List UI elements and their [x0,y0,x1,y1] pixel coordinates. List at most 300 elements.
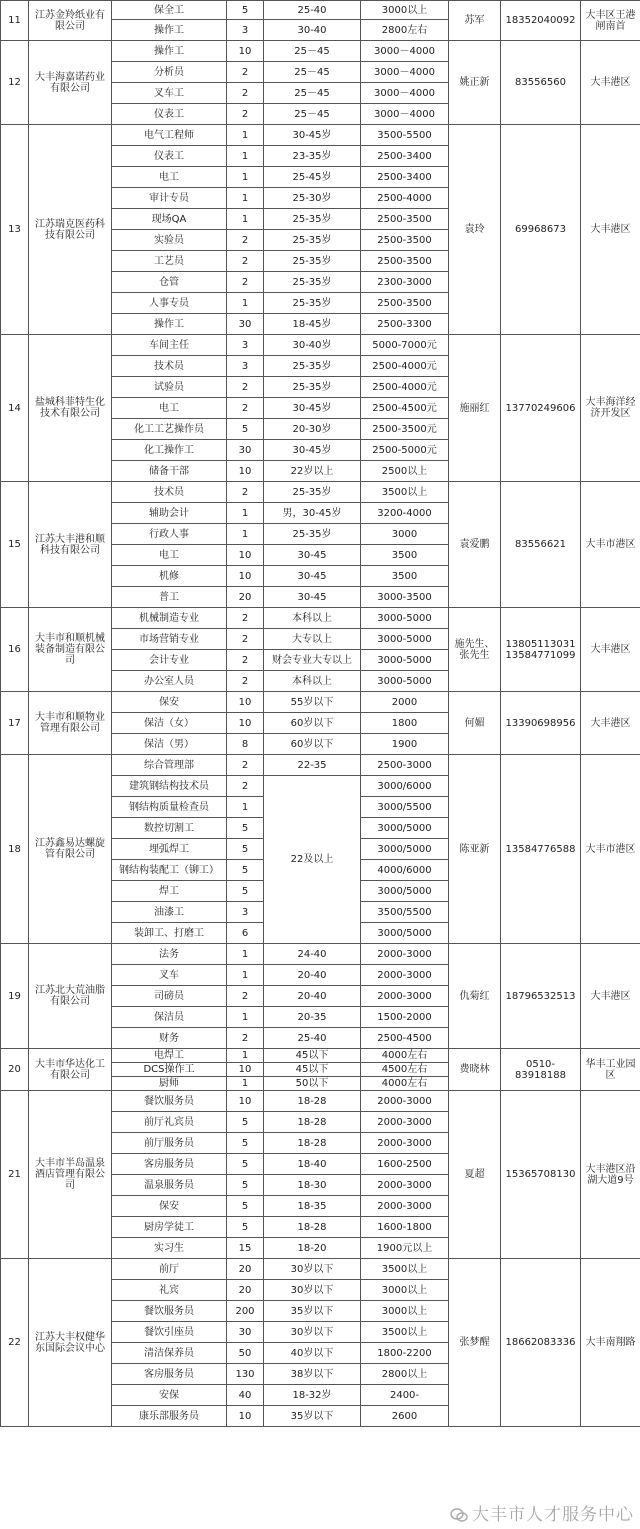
age-requirement: 25－45 [264,62,361,83]
job-title: 普工 [112,587,227,608]
row-number: 16 [1,608,29,692]
job-title: 实习生 [112,1238,227,1259]
headcount: 2 [227,62,264,83]
contact-person: 何媚 [449,692,501,755]
salary: 3000-5000 [361,629,449,650]
phone-number: 69968673 [501,125,581,335]
headcount: 3 [227,356,264,377]
salary: 2500-3400 [361,167,449,188]
job-title: 安保 [112,1385,227,1406]
work-address: 大丰港区 [581,692,640,755]
age-requirement: 25-35岁 [264,272,361,293]
salary: 2400- [361,1385,449,1406]
salary: 2500-3500元 [361,419,449,440]
job-title: 化工工艺操作员 [112,419,227,440]
headcount: 1 [227,167,264,188]
headcount: 2 [227,251,264,272]
job-title: 技术员 [112,356,227,377]
job-title: 市场营销专业 [112,629,227,650]
phone-number: 15365708130 [501,1091,581,1259]
company-name: 盐城科菲特生化技术有限公司 [29,335,112,482]
age-requirement: 30岁以下 [264,1259,361,1280]
headcount: 10 [227,1063,264,1077]
age-requirement: 25-35岁 [264,524,361,545]
headcount: 1 [227,965,264,986]
salary: 2500-4500 [361,1028,449,1049]
salary: 3000/5000 [361,839,449,860]
job-title: 餐饮服务员 [112,1091,227,1112]
company-name: 江苏金羚纸业有限公司 [29,1,112,41]
headcount: 10 [227,1406,264,1427]
job-title: 前厅礼宾员 [112,1112,227,1133]
job-title: 清洁保养员 [112,1343,227,1364]
headcount: 10 [227,545,264,566]
headcount: 1 [227,188,264,209]
age-requirement: 30-45岁 [264,440,361,461]
headcount: 50 [227,1343,264,1364]
job-title: 综合管理部 [112,755,227,776]
age-requirement: 25-40 [264,1,361,20]
age-requirement: 23-35岁 [264,146,361,167]
salary: 3000/5000 [361,881,449,902]
work-address: 大丰港区 [581,944,640,1049]
age-requirement: 55岁以下 [264,692,361,713]
job-title: 建筑钢结构技术员 [112,776,227,797]
salary: 3000-3500 [361,587,449,608]
headcount: 2 [227,104,264,125]
job-title: 康乐部服务员 [112,1406,227,1427]
job-title: 叉车 [112,965,227,986]
job-title: 保全工 [112,1,227,20]
job-title: 钢结构质量检查员 [112,797,227,818]
table-row [1,692,640,713]
salary: 1800 [361,713,449,734]
salary: 2800以上 [361,1364,449,1385]
headcount: 5 [227,1175,264,1196]
job-title: 车间主任 [112,335,227,356]
job-title: 人事专员 [112,293,227,314]
table-row [1,1091,640,1112]
job-title: 厨房学徒工 [112,1217,227,1238]
salary: 2500-3500 [361,230,449,251]
job-title: 辅助会计 [112,503,227,524]
age-requirement: 18-20 [264,1238,361,1259]
contact-person: 陈亚新 [449,755,501,944]
salary: 1800-2200 [361,1343,449,1364]
work-address: 大丰南翔路 [581,1259,640,1427]
age-requirement: 30-45岁 [264,125,361,146]
work-address: 大丰港区 [581,608,640,692]
salary: 3000/5500 [361,797,449,818]
salary: 4500左右 [361,1063,449,1077]
salary: 3000-5000 [361,671,449,692]
salary: 1900元以上 [361,1238,449,1259]
age-requirement: 30-40岁 [264,335,361,356]
headcount: 10 [227,713,264,734]
headcount: 3 [227,335,264,356]
company-name: 大丰市和顺物业管理有限公司 [29,692,112,755]
headcount: 8 [227,734,264,755]
headcount: 5 [227,860,264,881]
job-title: 电工 [112,167,227,188]
company-name: 大丰市和顺机械装备制造有限公司 [29,608,112,692]
row-number: 13 [1,125,29,335]
headcount: 1 [227,146,264,167]
salary: 2500-3400 [361,146,449,167]
salary: 3000/6000 [361,776,449,797]
age-requirement: 25－45 [264,83,361,104]
salary: 2000-3000 [361,1196,449,1217]
job-title: 操作工 [112,20,227,41]
salary: 2500-3500 [361,251,449,272]
job-title: 化工操作工 [112,440,227,461]
job-title: 餐饮服务员 [112,1301,227,1322]
headcount: 2 [227,671,264,692]
headcount: 30 [227,1322,264,1343]
salary: 3000－4000 [361,62,449,83]
job-title: 客房服务员 [112,1154,227,1175]
headcount: 30 [227,314,264,335]
company-name: 大丰海嘉诺药业有限公司 [29,41,112,125]
job-title: 厨师 [112,1077,227,1091]
age-requirement: 18-28 [264,1091,361,1112]
headcount: 6 [227,923,264,944]
contact-person: 施丽红 [449,335,501,482]
job-title: 装卸工、打磨工 [112,923,227,944]
phone-number: 18796532513 [501,944,581,1049]
salary: 2600 [361,1406,449,1427]
salary: 2000-3000 [361,1175,449,1196]
salary: 1600-1800 [361,1217,449,1238]
headcount: 2 [227,986,264,1007]
headcount: 2 [227,398,264,419]
phone-number: 13390698956 [501,692,581,755]
age-requirement: 35岁以下 [264,1406,361,1427]
age-requirement: 38岁以下 [264,1364,361,1385]
age-requirement: 本科以上 [264,608,361,629]
job-title: 仪表工 [112,104,227,125]
contact-person: 苏军 [449,1,501,41]
salary: 2300-3000 [361,272,449,293]
contact-person: 夏超 [449,1091,501,1259]
age-requirement: 30-45 [264,545,361,566]
age-requirement: 25-35岁 [264,209,361,230]
contact-person: 姚正新 [449,41,501,125]
age-requirement: 25-30岁 [264,188,361,209]
phone-number: 18352040092 [501,1,581,41]
contact-person: 袁玲 [449,125,501,335]
job-title: 实验员 [112,230,227,251]
age-requirement: 25－45 [264,41,361,62]
phone-number: 18662083336 [501,1259,581,1427]
age-requirement: 24-40 [264,944,361,965]
age-requirement: 25-35岁 [264,377,361,398]
row-number: 14 [1,335,29,482]
salary: 3000/5000 [361,818,449,839]
age-requirement: 财会专业大专以上 [264,650,361,671]
age-requirement: 18-40 [264,1154,361,1175]
job-title: 机修 [112,566,227,587]
work-address: 大丰港区沿湖大道9号 [581,1091,640,1259]
headcount: 3 [227,20,264,41]
salary: 2000-3000 [361,986,449,1007]
headcount: 20 [227,587,264,608]
age-requirement: 大专以上 [264,629,361,650]
headcount: 2 [227,230,264,251]
job-title: 钢结构装配工（铆工） [112,860,227,881]
phone-number: 13770249606 [501,335,581,482]
headcount: 1 [227,503,264,524]
table-row [1,125,640,146]
salary: 3000/5000 [361,923,449,944]
table-row [1,1,640,20]
job-title: 司磅员 [112,986,227,1007]
age-requirement: 18-28 [264,1217,361,1238]
salary: 1600-2500 [361,1154,449,1175]
salary: 2500-4500元 [361,398,449,419]
age-requirement: 20-30岁 [264,419,361,440]
job-title: 技术员 [112,482,227,503]
age-requirement: 40岁以下 [264,1343,361,1364]
headcount: 2 [227,1028,264,1049]
headcount: 15 [227,1238,264,1259]
headcount: 5 [227,1112,264,1133]
salary: 2800左右 [361,20,449,41]
phone-number: 83556621 [501,482,581,608]
work-address: 大丰海洋经济开发区 [581,335,640,482]
headcount: 5 [227,1154,264,1175]
phone-number: 83556560 [501,41,581,125]
headcount: 10 [227,692,264,713]
salary: 2000-3000 [361,1091,449,1112]
job-title: 保安 [112,692,227,713]
job-title: 财务 [112,1028,227,1049]
salary: 3000以上 [361,1301,449,1322]
salary: 2500-3500 [361,209,449,230]
job-title: 餐饮引座员 [112,1322,227,1343]
job-title: 分析员 [112,62,227,83]
salary: 2000-3000 [361,944,449,965]
age-requirement: 30-45 [264,587,361,608]
job-title: 储备干部 [112,461,227,482]
age-requirement: 22岁以上 [264,461,361,482]
salary: 2000-3000 [361,1112,449,1133]
age-requirement: 20-40 [264,965,361,986]
headcount: 5 [227,1133,264,1154]
work-address: 大丰市港区 [581,482,640,608]
headcount: 1 [227,524,264,545]
job-title: 礼宾 [112,1280,227,1301]
job-title: 温泉服务员 [112,1175,227,1196]
job-title: 试验员 [112,377,227,398]
headcount: 5 [227,839,264,860]
salary: 4000/6000 [361,860,449,881]
job-title: 行政人事 [112,524,227,545]
age-requirement: 35岁以下 [264,1301,361,1322]
salary: 1900 [361,734,449,755]
age-requirement: 男，30-45岁 [264,503,361,524]
age-requirement: 30岁以下 [264,1322,361,1343]
table-row [1,1259,640,1280]
job-title: 埋弧焊工 [112,839,227,860]
salary: 5000-7000元 [361,335,449,356]
phone-number: 13805113031 13584771099 [501,608,581,692]
table-body [1,1,640,1427]
salary: 3000-5000 [361,608,449,629]
headcount: 130 [227,1364,264,1385]
salary: 3500以上 [361,482,449,503]
headcount: 10 [227,41,264,62]
age-requirement: 45以下 [264,1063,361,1077]
headcount: 1 [227,944,264,965]
age-requirement: 20-40 [264,986,361,1007]
job-title: 焊工 [112,881,227,902]
company-name: 江苏鑫易达螺旋管有限公司 [29,755,112,944]
row-number: 19 [1,944,29,1049]
table-row [1,335,640,356]
wechat-icon [450,1508,468,1522]
salary: 4000左右 [361,1049,449,1063]
age-requirement: 18-30 [264,1175,361,1196]
headcount: 5 [227,1196,264,1217]
headcount: 1 [227,1049,264,1063]
headcount: 2 [227,608,264,629]
salary: 2000-3000 [361,965,449,986]
salary: 3000 [361,524,449,545]
headcount: 1 [227,293,264,314]
phone-number: 0510-83918188 [501,1049,581,1091]
age-requirement: 25-35岁 [264,482,361,503]
salary: 3000以上 [361,1,449,20]
salary: 2500-3500 [361,293,449,314]
salary: 2500-3300 [361,314,449,335]
company-name: 江苏瑞克医药科技有限公司 [29,125,112,335]
table-row [1,944,640,965]
job-title: 会计专业 [112,650,227,671]
headcount: 1 [227,209,264,230]
salary: 2500-4000元 [361,356,449,377]
contact-person: 张梦醒 [449,1259,501,1427]
salary: 2500-4000 [361,188,449,209]
headcount: 10 [227,566,264,587]
watermark [450,1500,634,1525]
age-requirement: 60岁以下 [264,713,361,734]
headcount: 2 [227,482,264,503]
salary: 3000以上 [361,1280,449,1301]
job-title: 办公室人员 [112,671,227,692]
row-number: 20 [1,1049,29,1091]
headcount: 2 [227,776,264,797]
age-requirement: 25-35岁 [264,230,361,251]
headcount: 5 [227,419,264,440]
job-title: 仓管 [112,272,227,293]
salary: 3000－4000 [361,83,449,104]
company-name: 江苏大丰港和顺科技有限公司 [29,482,112,608]
work-address: 大丰区王港闸南首 [581,1,640,41]
headcount: 2 [227,377,264,398]
row-number: 21 [1,1091,29,1259]
salary: 3000-5000 [361,650,449,671]
table-row [1,755,640,776]
age-requirement: 30岁以下 [264,1280,361,1301]
headcount: 2 [227,83,264,104]
headcount: 40 [227,1385,264,1406]
headcount: 3 [227,902,264,923]
job-title: 仪表工 [112,146,227,167]
table-row [1,41,640,62]
age-requirement: 30-45 [264,566,361,587]
age-requirement: 25-35岁 [264,293,361,314]
contact-person: 费晓林 [449,1049,501,1091]
headcount: 2 [227,650,264,671]
headcount: 30 [227,440,264,461]
row-number: 17 [1,692,29,755]
job-title: 审计专员 [112,188,227,209]
age-requirement: 18-45岁 [264,314,361,335]
age-requirement: 25－45 [264,104,361,125]
job-title: 电工 [112,398,227,419]
table-row [1,608,640,629]
salary: 2500-4000元 [361,377,449,398]
job-title: 客房服务员 [112,1364,227,1385]
job-title: 现场QA [112,209,227,230]
table-row [1,482,640,503]
headcount: 2 [227,272,264,293]
job-title: 法务 [112,944,227,965]
work-address: 大丰市港区 [581,755,640,944]
age-requirement: 本科以上 [264,671,361,692]
headcount: 1 [227,1007,264,1028]
company-name: 大丰市半岛温泉酒店管理有限公司 [29,1091,112,1259]
age-requirement: 18-32岁 [264,1385,361,1406]
job-title: 操作工 [112,314,227,335]
job-title: 电焊工 [112,1049,227,1063]
row-number: 12 [1,41,29,125]
job-title: 前厅 [112,1259,227,1280]
headcount: 1 [227,797,264,818]
salary: 3500以上 [361,1322,449,1343]
headcount: 20 [227,1259,264,1280]
work-address: 大丰港区 [581,125,640,335]
work-address: 华丰工业园区 [581,1049,640,1091]
age-requirement: 22及以上 [264,776,361,944]
salary: 4000左右 [361,1077,449,1091]
company-name: 江苏北大荒油脂有限公司 [29,944,112,1049]
row-number: 15 [1,482,29,608]
headcount: 5 [227,818,264,839]
job-title: 工艺员 [112,251,227,272]
age-requirement: 18-35 [264,1196,361,1217]
headcount: 5 [227,881,264,902]
age-requirement: 30-40 [264,20,361,41]
contact-person: 施先生、张先生 [449,608,501,692]
job-title: 电气工程师 [112,125,227,146]
company-name: 大丰市华达化工有限公司 [29,1049,112,1091]
age-requirement: 60岁以下 [264,734,361,755]
work-address: 大丰港区 [581,41,640,125]
age-requirement: 25-35岁 [264,251,361,272]
headcount: 10 [227,461,264,482]
salary: 3200-4000 [361,503,449,524]
salary: 3500以上 [361,1259,449,1280]
salary: 3000－4000 [361,104,449,125]
age-requirement: 25-45岁 [264,167,361,188]
age-requirement: 25-35岁 [264,356,361,377]
job-title: DCS操作工 [112,1063,227,1077]
age-requirement: 20-35 [264,1007,361,1028]
job-title: 数控切割工 [112,818,227,839]
age-requirement: 18-28 [264,1112,361,1133]
